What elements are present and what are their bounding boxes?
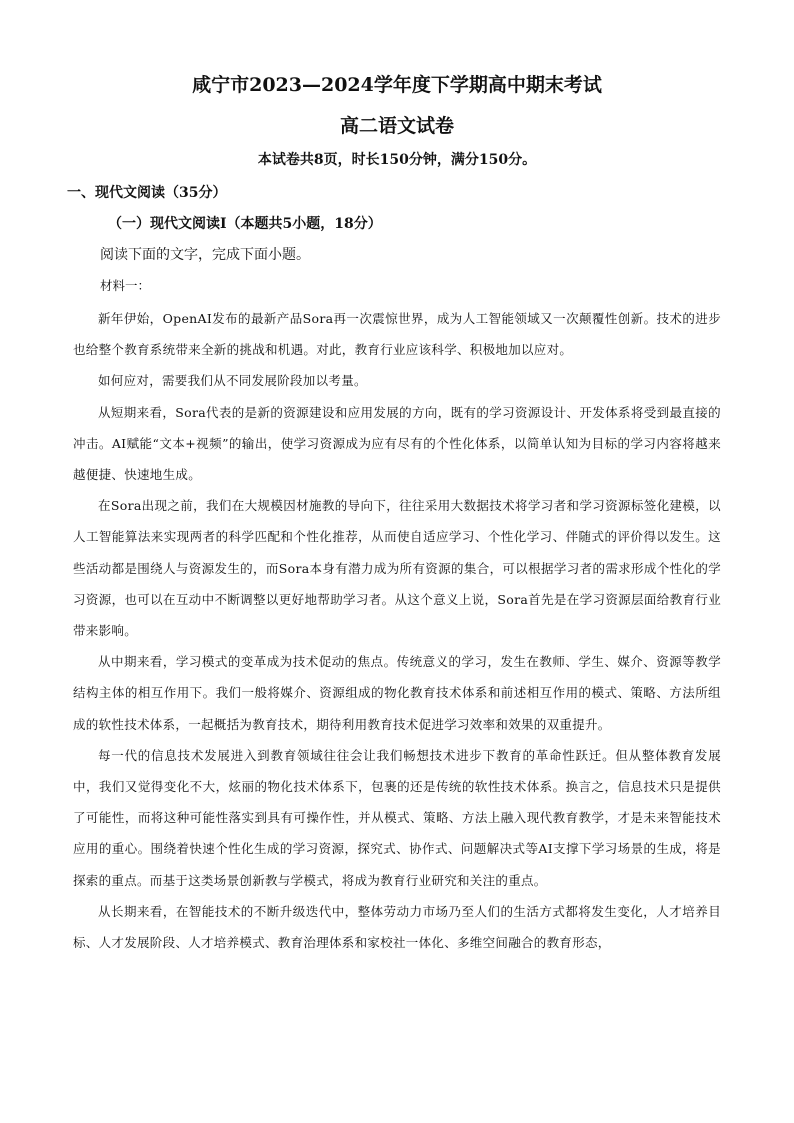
paragraph: 在Sora出现之前，我们在大规模因材施教的导向下，往往采用大数据技术将学习者和学习资源标签化建模，以人工智能算法来实现两者的科学匹配和个性化推荐，从而使自适应学习、个性化学习、伴随式的评价得以发生。这些活动都是围绕人与资源发生的，而Sora本身有潜力成为所有资源的集合，可以根据学习者的需求形成个性化的学习资源，也可以在互动中不断调整以更好地帮助学习者。从这个意义上说，Sora首先是在学习资源层面给教育行业带来影响。 [73,498,721,639]
paragraph: 每一代的信息技术发展进入到教育领域往往会让我们畅想技术进步下教育的革命性跃迁。但从整体教育发展中，我们又觉得变化不大，炫丽的物化技术体系下，包裹的还是传统的软性技术体系。换言之，信息技术只是提供了可能性，而将这种可能性落实到具有可操作性，并从模式、策略、方法上融入现代教育教学，才是未来智能技术应用的重心。围绕着快速个性化生成的学习资源，探究式、协作式、问题解决式等AI支撑下学习场景的生成，将是探索的重点。而基于这类场景创新教与学模式，将成为教育行业研究和关注的重点。 [73,747,721,888]
paragraph: 如何应对，需要我们从不同发展阶段加以考量。 [98,373,367,389]
paragraph: 新年伊始，OpenAI发布的最新产品Sora再一次震惊世界，成为人工智能领域又一次颠覆性创新。技术的进步也给整个教育系统带来全新的挑战和机遇。对此，教育行业应该科学、积极地加以应对。 [73,311,721,358]
paragraph: 从短期来看，Sora代表的是新的资源建设和应用发展的方向，既有的学习资源设计、开发体系将受到最直接的冲击。AI赋能“文本+视频”的输出，使学习资源成为应有尽有的个性化体系，以简单认知为目标的学习内容将越来越便捷、快速地生成。 [73,404,721,483]
section-heading: 一、现代文阅读（35分） [67,185,227,201]
reading-instruction: 阅读下面的文字，完成下面小题。 [100,247,310,263]
exam-subtitle: 高二语文试卷 [339,115,454,137]
section-subheading: （一）现代文阅读Ⅰ（本题共5小题，18分） [108,216,382,232]
exam-title: 咸宁市2023—2024学年度下学期高中期末考试 [192,74,602,96]
material-label: 材料一： [100,278,151,293]
passage-body [73,303,721,958]
exam-info: 本试卷共8页，时长150分钟，满分150分。 [257,152,537,168]
paragraph: 从长期来看，在智能技术的不断升级迭代中，整体劳动力市场乃至人们的生活方式都将发生变化，人才培养目标、人才发展阶段、人才培养模式、教育治理体系和家校社一体化、多维空间融合的教育形态， [73,903,721,951]
paragraph: 从中期来看，学习模式的变革成为技术促动的焦点。传统意义的学习，发生在教师、学生、媒介、资源等教学结构主体的相互作用下。我们一般将媒介、资源组成的物化教育技术体系和前述相互作用的模式、策略、方法所组成的软性技术体系，一起概括为教育技术，期待利用教育技术促进学习效率和效果的双重提升。 [73,654,721,732]
